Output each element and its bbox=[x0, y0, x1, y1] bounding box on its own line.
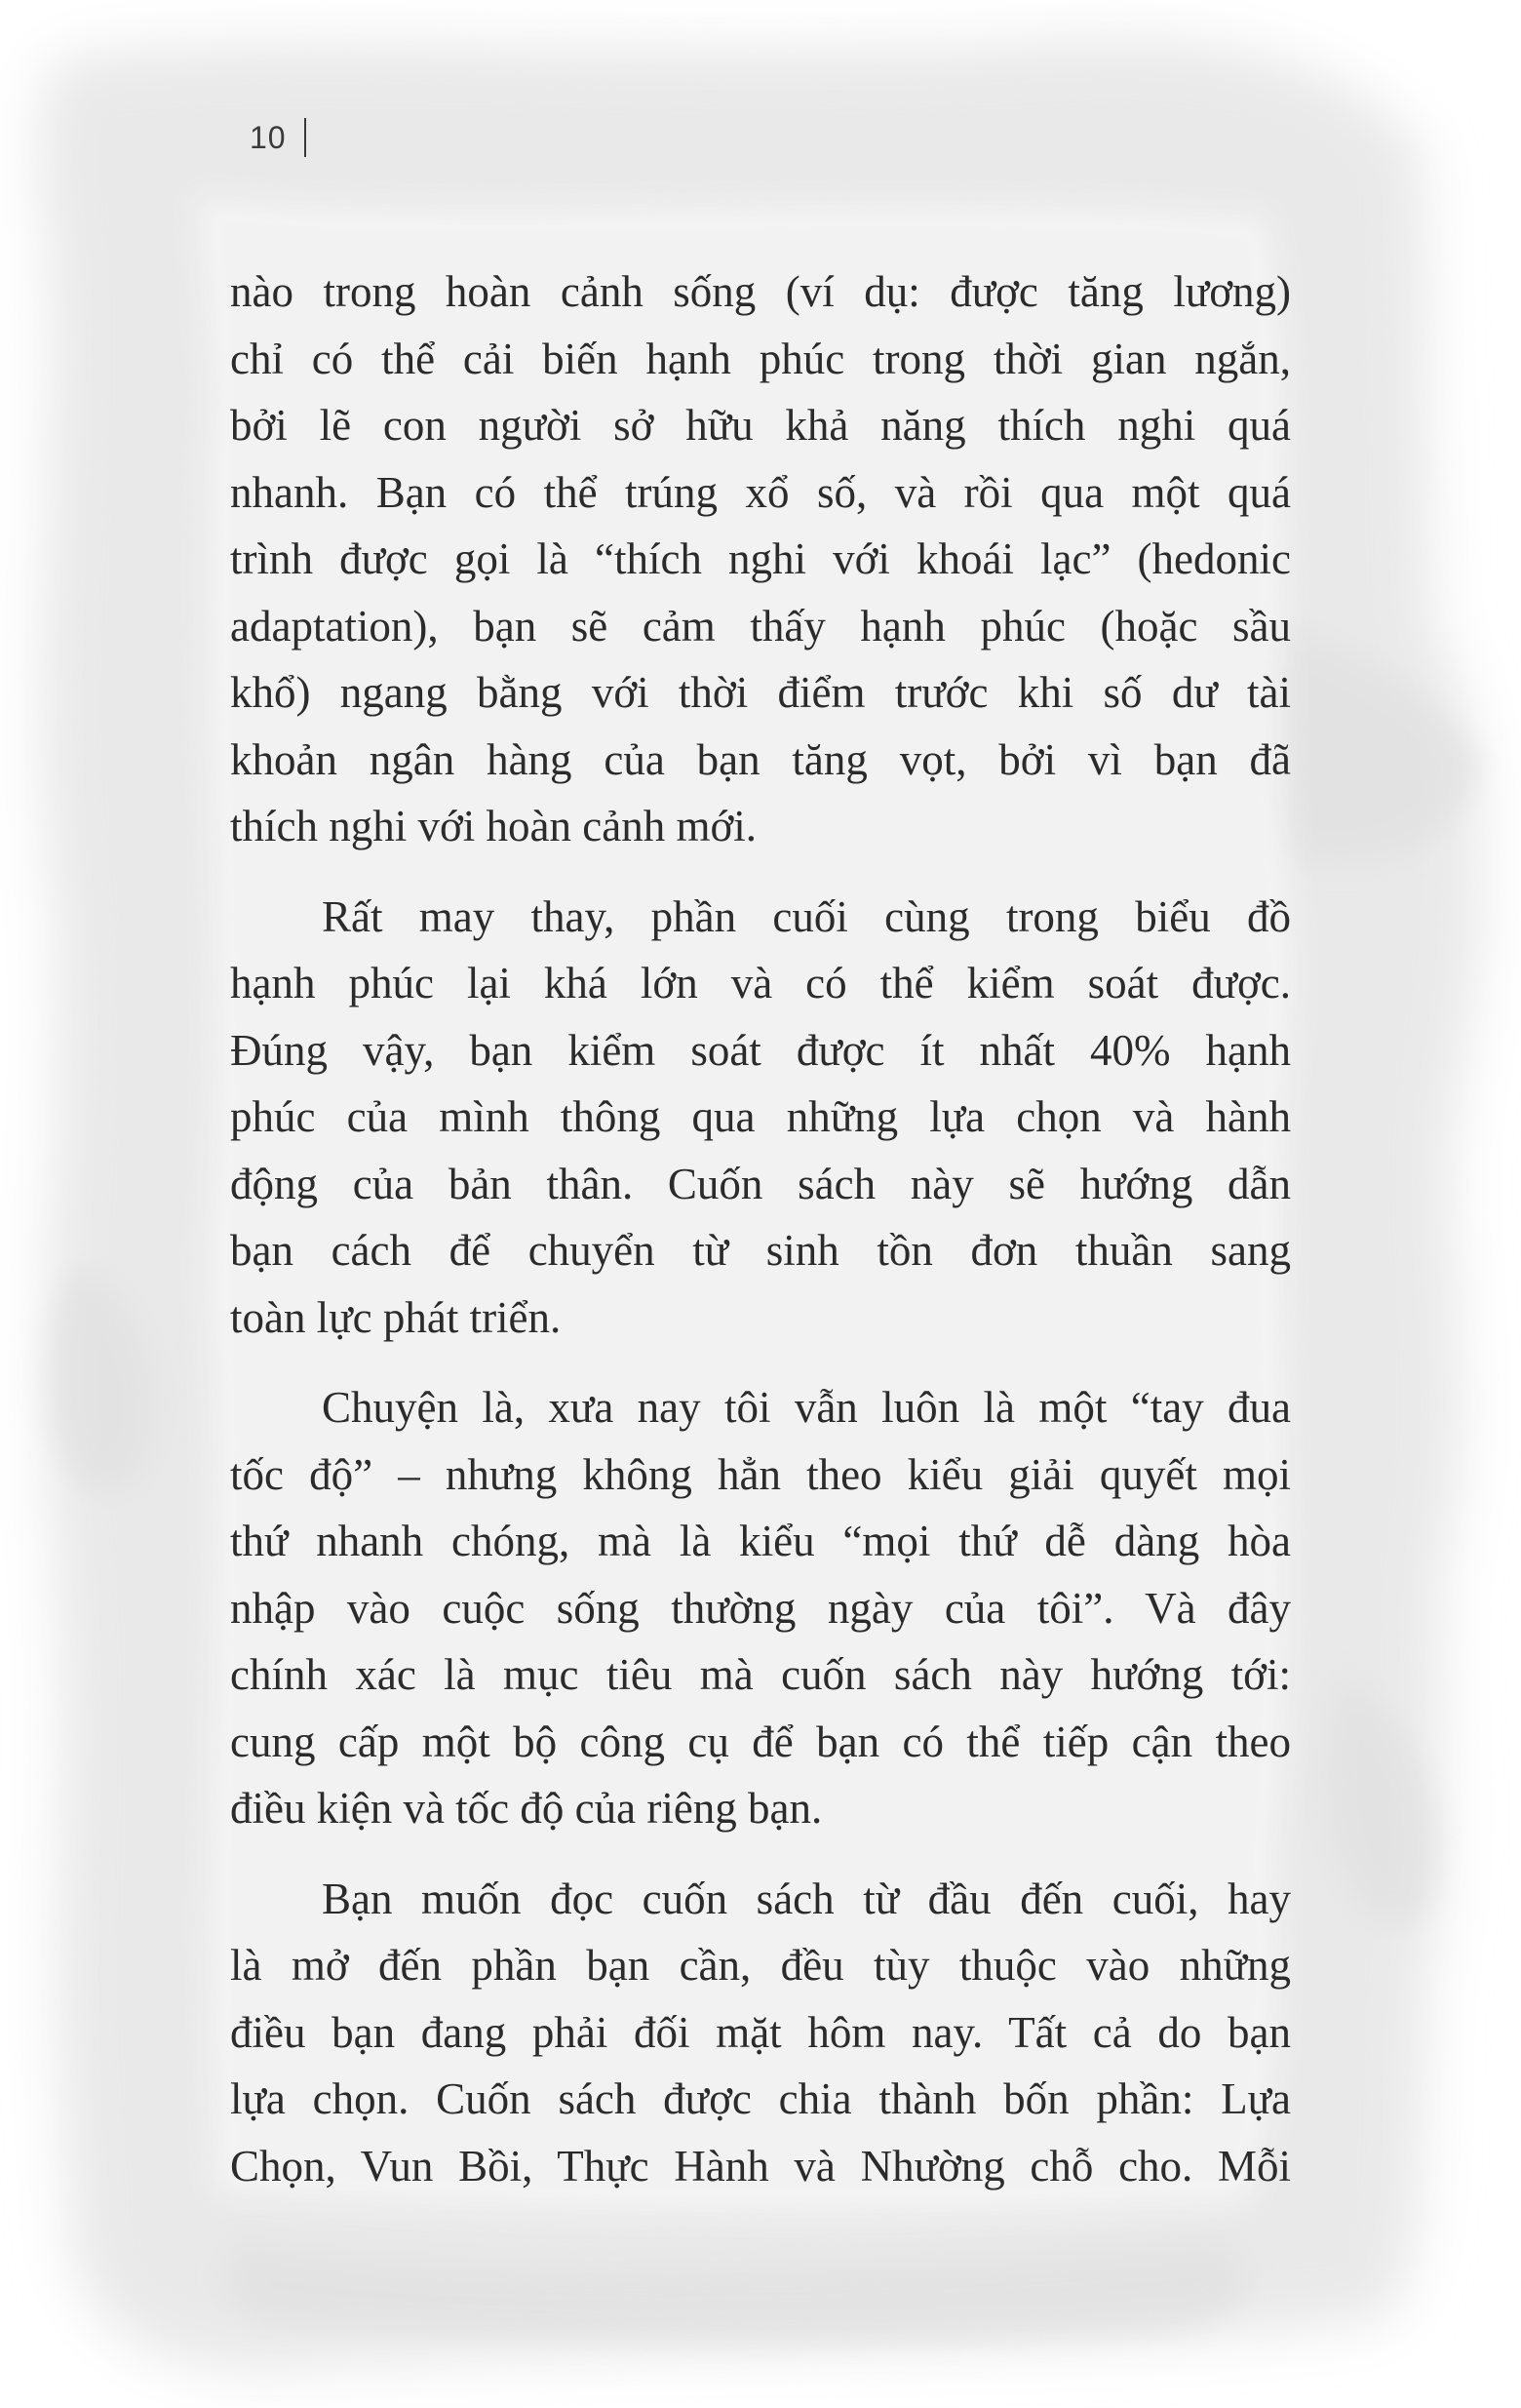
text-line: tốc độ” – nhưng không hẳn theo kiểu giải quyết mọi bbox=[230, 1449, 1291, 1499]
header-divider bbox=[304, 118, 306, 157]
page-header bbox=[250, 115, 306, 160]
paragraph-3 bbox=[230, 1374, 1291, 1842]
text-line: adaptation), bạn sẽ cảm thấy hạnh phúc (hoặc sầu bbox=[230, 601, 1291, 651]
body-text bbox=[230, 258, 1291, 2199]
text-line: thích nghi với hoàn cảnh mới. bbox=[230, 802, 757, 850]
text-line: chính xác là mục tiêu mà cuốn sách này hướng tới: bbox=[230, 1650, 1291, 1699]
text-line: thứ nhanh chóng, mà là kiểu “mọi thứ dễ dàng hòa bbox=[230, 1517, 1291, 1565]
text-line: khoản ngân hàng của bạn tăng vọt, bởi vì bạn đã bbox=[230, 734, 1291, 784]
text-line: điều bạn đang phải đối mặt hôm nay. Tất cả do bạn bbox=[230, 2007, 1291, 2057]
text-line: chỉ có thể cải biến hạnh phúc trong thời gian ngắn, bbox=[230, 334, 1291, 383]
text-line: Bạn muốn đọc cuốn sách từ đầu đến cuối, hay bbox=[322, 1874, 1291, 1923]
text-line: động của bản thân. Cuốn sách này sẽ hướng dẫn bbox=[230, 1159, 1291, 1208]
text-line: Chọn, Vun Bồi, Thực Hành và Nhường chỗ cho. Mỗi bbox=[230, 2141, 1291, 2191]
text-line: Chuyện là, xưa nay tôi vẫn luôn là một “tay đua bbox=[322, 1383, 1291, 1432]
text-line: điều kiện và tốc độ của riêng bạn. bbox=[230, 1784, 823, 1833]
text-line: toàn lực phát triển. bbox=[230, 1292, 562, 1342]
paragraph-1 bbox=[230, 258, 1291, 860]
paragraph-2 bbox=[230, 884, 1291, 1352]
text-line: lựa chọn. Cuốn sách được chia thành bốn phần: Lựa bbox=[230, 2074, 1291, 2123]
text-line: Rất may thay, phần cuối cùng trong biểu đồ bbox=[322, 891, 1291, 941]
paragraph-4 bbox=[230, 1866, 1291, 2200]
text-line: hạnh phúc lại khá lớn và có thể kiểm soát được. bbox=[230, 959, 1291, 1007]
text-line: khổ) ngang bằng với thời điểm trước khi số dư tài bbox=[230, 668, 1291, 717]
text-line: trình được gọi là “thích nghi với khoái lạc” (hedonic bbox=[230, 534, 1291, 583]
text-line: nhập vào cuộc sống thường ngày của tôi”. Và đây bbox=[230, 1583, 1291, 1633]
text-line: Đúng vậy, bạn kiểm soát được ít nhất 40% hạnh bbox=[230, 1025, 1291, 1075]
page-number: 10 bbox=[250, 119, 287, 155]
text-line: bởi lẽ con người sở hữu khả năng thích nghi quá bbox=[230, 401, 1291, 450]
text-line: nào trong hoàn cảnh sống (ví dụ: được tăng lương) bbox=[230, 267, 1291, 316]
text-line: phúc của mình thông qua những lựa chọn và hành bbox=[230, 1092, 1291, 1141]
text-line: là mở đến phần bạn cần, đều tùy thuộc vào những bbox=[230, 1941, 1291, 1990]
text-line: nhanh. Bạn có thể trúng xổ số, và rồi qua một quá bbox=[230, 467, 1291, 517]
text-line: cung cấp một bộ công cụ để bạn có thể tiếp cận theo bbox=[230, 1717, 1291, 1766]
text-line: bạn cách để chuyển từ sinh tồn đơn thuần sang bbox=[230, 1226, 1291, 1275]
